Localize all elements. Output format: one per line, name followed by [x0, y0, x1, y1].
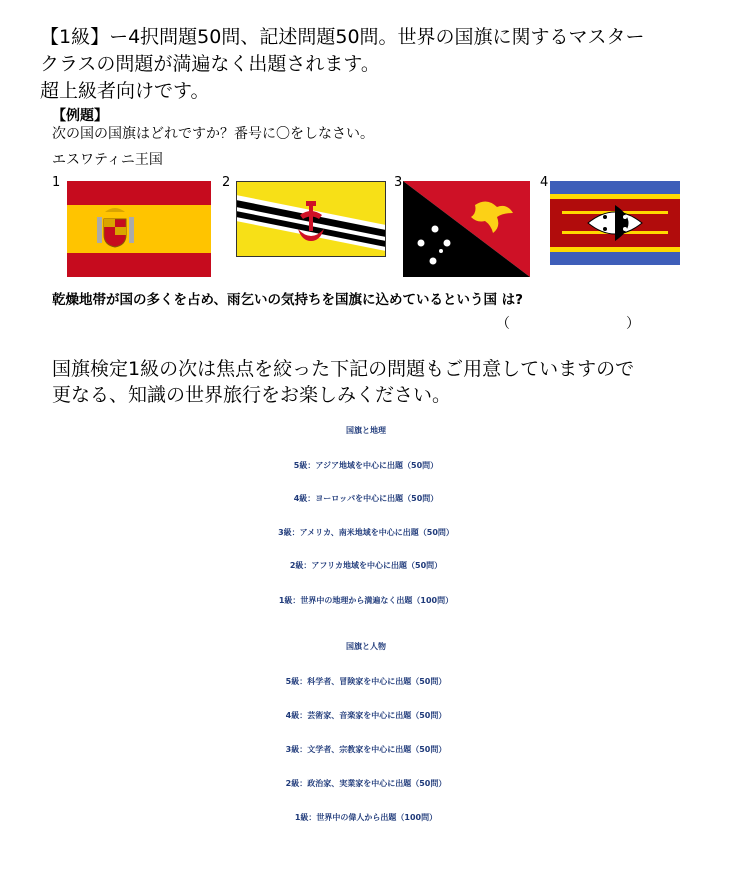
people-item-3: 3級：文学者、宗教家を中心に出題（50問）: [285, 745, 447, 754]
papua-new-guinea-flag: [403, 181, 530, 277]
answer-open-paren: （: [496, 316, 510, 332]
spain-flag: [67, 181, 211, 277]
geography-item-1: 1級：世界中の地理から満遍なく出題（100問）: [278, 596, 454, 605]
geography-item-5: 5級：アジア地域を中心に出題（50問）: [293, 461, 439, 470]
lead-line-1: 国旗検定1級の次は焦点を絞った下記の問題もご用意していますので: [52, 358, 635, 380]
geography-item-3: 3級：アメリカ、南米地域を中心に出題（50問）: [278, 528, 454, 537]
section-title-people: 国旗と人物: [346, 642, 386, 651]
example-question: 次の国の国旗はどれですか？番号に〇をしなさい。: [52, 126, 374, 142]
lead-text: [52, 356, 634, 408]
people-item-5: 5級：科学者、冒険家を中心に出題（50問）: [285, 677, 447, 686]
answer-close-paren: ）: [626, 316, 640, 332]
people-item-1: 1級：世界中の偉人から出題（100問）: [294, 813, 438, 822]
example-country: エスワティニ王国: [52, 152, 163, 168]
example-hint: 乾燥地帯が国の多くを占め、雨乞いの気持ちを国旗に込めているという国 は?: [52, 292, 523, 308]
eswatini-flag: [550, 181, 680, 265]
section-title-geography: 国旗と地理: [346, 426, 386, 435]
intro-text: [40, 24, 645, 105]
brunei-flag: [236, 181, 386, 257]
option-number-3: 3: [394, 175, 403, 190]
intro-line-2: クラスの問題が満遍なく出題されます。: [40, 53, 380, 75]
option-number-2: 2: [222, 175, 231, 190]
intro-line-3: 超上級者向けです。: [40, 80, 210, 102]
intro-line-1: 【1級】ー4択問題50問、記述問題50問。世界の国旗に関するマスター: [40, 26, 645, 48]
people-item-2: 2級：政治家、実業家を中心に出題（50問）: [285, 779, 447, 788]
people-item-4: 4級：芸術家、音楽家を中心に出題（50問）: [285, 711, 447, 720]
option-number-4: 4: [540, 175, 549, 190]
geography-item-2: 2級：アフリカ地域を中心に出題（50問）: [289, 561, 443, 570]
geography-item-4: 4級：ヨーロッパを中心に出題（50問）: [293, 494, 439, 503]
option-number-1: 1: [52, 175, 61, 190]
example-heading: 【例題】: [52, 108, 108, 124]
lead-line-2: 更なる、知識の世界旅行をお楽しみください。: [52, 384, 452, 406]
